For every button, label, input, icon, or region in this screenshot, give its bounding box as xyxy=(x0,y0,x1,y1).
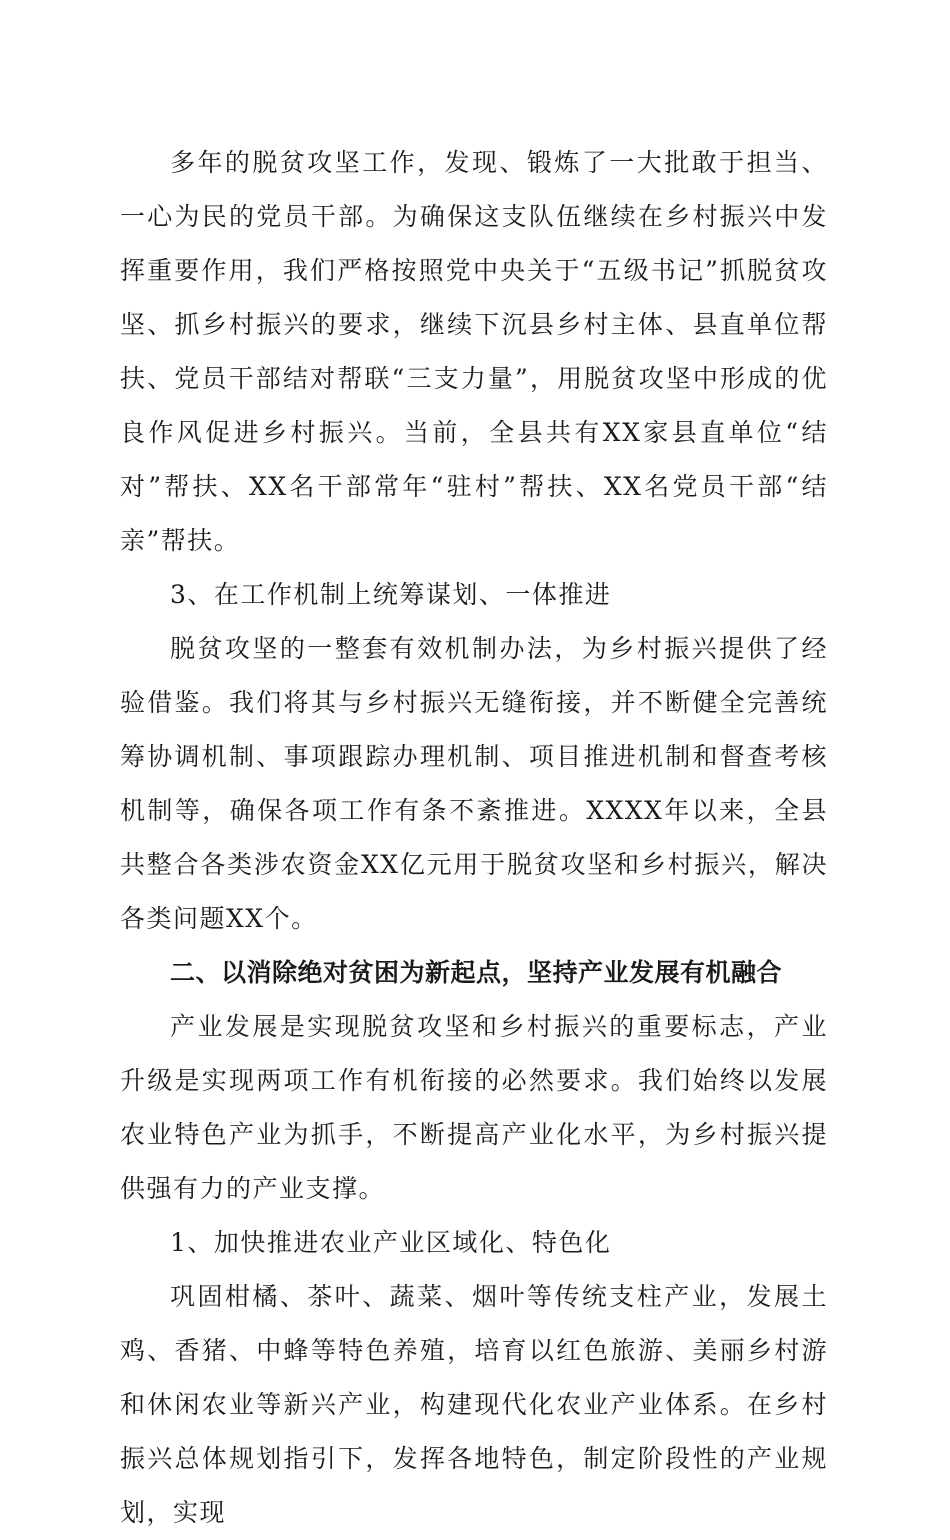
paragraph-industry-development: 产业发展是实现脱贫攻坚和乡村振兴的重要标志，产业升级是实现两项工作有机衔接的必然要求。我们始终以发展农业特色产业为抓手，不断提高产业化水平，为乡村振兴提供强有力的产业支撑。 xyxy=(120,1012,828,1203)
subheading-regional-specialization: 1、加快推进农业产业区域化、特色化 xyxy=(170,1228,612,1257)
paragraph-party-cadres: 多年的脱贫攻坚工作，发现、锻炼了一大批敢于担当、一心为民的党员干部。为确保这支队伍继续在乡村振兴中发挥重要作用，我们严格按照党中央关于“五级书记”抓脱贫攻坚、抓乡村振兴的要求，继续下沉县乡村主体、县直单位帮扶、党员干部结对帮联“三支力量”，用脱贫攻坚中形成的优良作风促进乡村振兴。当前，全县共有XX家县直单位“结对”帮扶、XX名干部常年“驻村”帮扶、XX名党员干部“结亲”帮扶。 xyxy=(120,148,828,555)
paragraph-traditional-industries: 巩固柑橘、茶叶、蔬菜、烟叶等传统支柱产业，发展土鸡、香猪、中蜂等特色养殖，培育以红色旅游、美丽乡村游和休闲农业等新兴产业，构建现代化农业产业体系。在乡村振兴总体规划指引下，发挥各地特色，制定阶段性的产业规划，实现 xyxy=(120,1282,828,1527)
section-heading-industry: 二、以消除绝对贫困为新起点，坚持产业发展有机融合 xyxy=(170,958,783,987)
paragraph-mechanism-methods: 脱贫攻坚的一整套有效机制办法，为乡村振兴提供了经验借鉴。我们将其与乡村振兴无缝衔接，并不断健全完善统筹协调机制、事项跟踪办理机制、项目推进机制和督查考核机制等，确保各项工作有条不紊推进。XXXX年以来，全县共整合各类涉农资金XX亿元用于脱贫攻坚和乡村振兴，解决各类问题XX个。 xyxy=(120,634,828,933)
document-body xyxy=(120,136,828,1540)
subheading-work-mechanism: 3、在工作机制上统筹谋划、一体推进 xyxy=(170,580,612,609)
